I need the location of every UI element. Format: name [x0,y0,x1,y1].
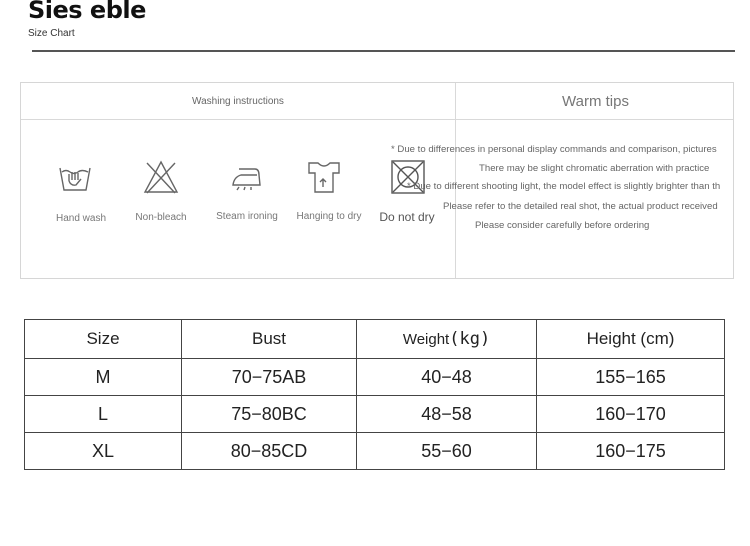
bust-cell: 80−85CD [182,433,357,470]
non-bleach-label: Non-bleach [135,212,187,223]
weight-cell: 40−48 [357,359,537,396]
height-cell: 160−175 [537,433,725,470]
table-header-row [25,320,725,359]
header-divider [32,50,735,52]
page-title: Sies eble [28,0,146,24]
care-panel-divider [21,119,733,120]
warm-tip-3: * Due to different shooting light, the model effect is slightly brighter than th [407,181,721,192]
steam-ironing-label: Steam ironing [216,211,278,222]
bust-column-header: Bust [182,320,357,359]
steam-iron-icon [229,159,265,195]
warm-tips-heading: Warm tips [562,93,629,110]
height-cell: 160−170 [537,396,725,433]
warm-tip-5: Please consider carefully before ordering [475,220,650,231]
warm-tip-2: There may be slight chromatic aberration with practice [479,163,710,174]
care-panel [20,82,734,279]
washing-instructions-heading: Washing instructions [192,96,284,107]
table-row [25,396,725,433]
weight-cell: 55−60 [357,433,537,470]
height-cell: 155−165 [537,359,725,396]
size-cell: M [25,359,182,396]
hand-wash-label: Hand wash [55,213,107,224]
weight-header-label: Weight [402,331,450,348]
weight-cell: 48−58 [357,396,537,433]
hang-dry-icon [306,159,342,195]
table-row [25,433,725,470]
page-subtitle: Size Chart [28,28,75,39]
hand-wash-icon [57,159,93,195]
weight-header-unit: (kg) [449,329,491,349]
hanging-to-dry-label: Hanging to dry [296,211,362,222]
no-bleach-icon [143,159,179,195]
do-not-dry-label: Do not dry [379,210,435,224]
size-cell: XL [25,433,182,470]
warm-tip-4: Please refer to the detailed real shot, the actual product received [443,201,718,212]
bust-cell: 70−75AB [182,359,357,396]
bust-cell: 75−80BC [182,396,357,433]
height-column-header: Height (cm) [537,320,725,359]
size-chart-table [24,319,725,470]
warm-tip-1: * Due to differences in personal display commands and comparison, pictures [391,144,717,155]
table-row [25,359,725,396]
size-cell: L [25,396,182,433]
size-column-header: Size [25,320,182,359]
weight-column-header [357,320,537,359]
